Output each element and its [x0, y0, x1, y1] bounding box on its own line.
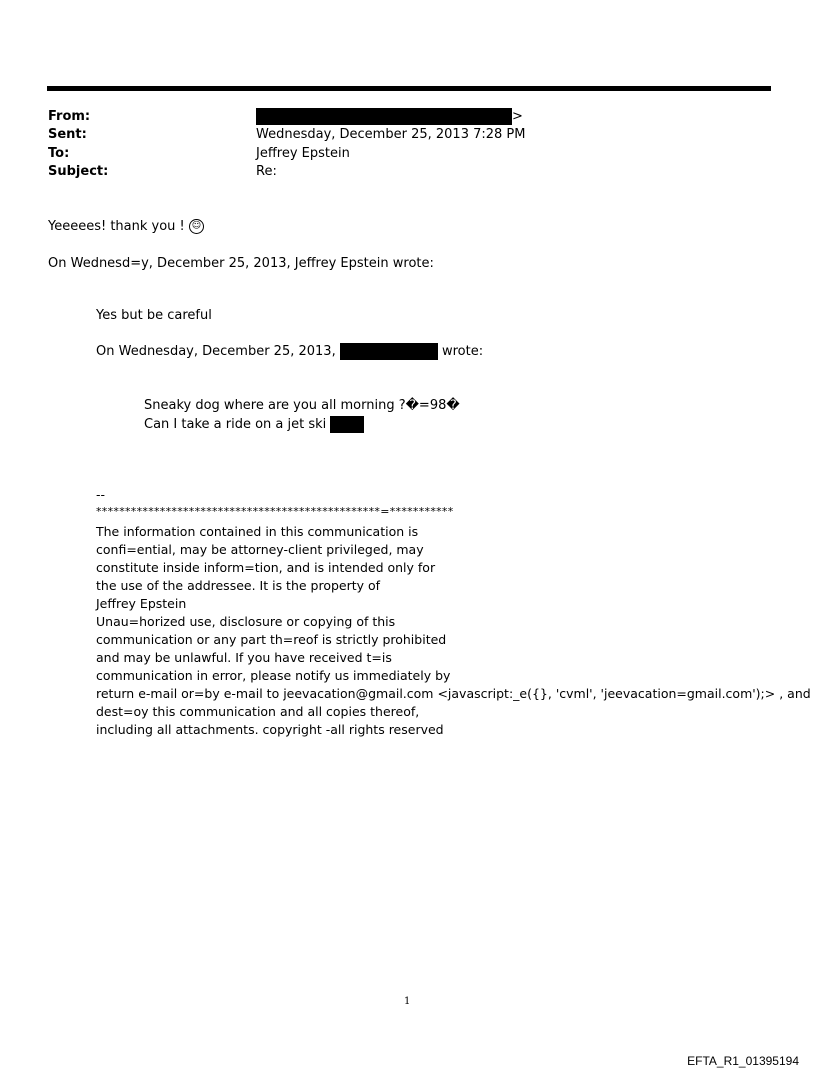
- sent-label: Sent:: [48, 127, 87, 142]
- disclaimer-line: the use of the addressee. It is the property of: [96, 578, 381, 593]
- document-id: EFTA_R1_01395194: [687, 1054, 799, 1068]
- subject-label: Subject:: [48, 164, 109, 179]
- disclaimer-line: confi=ential, may be attorney-client privileged, may: [96, 542, 424, 557]
- disclaimer-line: constitute inside inform=tion, and is intended only for: [96, 560, 436, 575]
- redaction-box: [340, 343, 438, 360]
- disclaimer-line: return e-mail or=by e-mail to jeevacation@gmail.com <javascript:_e({}, 'cvml', 'jeevacation=gmail.com');> , and: [96, 686, 811, 701]
- subject-value: Re:: [256, 164, 277, 179]
- page-number: 1: [404, 996, 411, 1007]
- quote-intro-2-suffix: wrote:: [441, 344, 484, 359]
- sent-value: Wednesday, December 25, 2013 7:28 PM: [256, 127, 526, 142]
- quoted-line-2-row: [144, 416, 364, 433]
- quoted-line-2: Can I take a ride on a jet ski: [144, 417, 327, 432]
- header-rule: [47, 86, 771, 91]
- quote-intro-2-prefix: On Wednesday, December 25, 2013,: [96, 344, 336, 359]
- reply-line: [48, 219, 204, 234]
- disclaimer-line: dest=oy this communication and all copies thereof,: [96, 704, 420, 719]
- to-label: To:: [48, 146, 70, 161]
- disclaimer-line: communication or any part th=reof is strictly prohibited: [96, 632, 447, 647]
- signature-dashes: --: [96, 487, 106, 502]
- disclaimer-line: communication in error, please notify us immediately by: [96, 668, 451, 683]
- disclaimer-line: Jeffrey Epstein: [96, 596, 187, 611]
- from-suffix: >: [512, 109, 523, 124]
- disclaimer-line: including all attachments. copyright -all rights reserved: [96, 722, 444, 737]
- to-value: Jeffrey Epstein: [256, 146, 350, 161]
- disclaimer-line: and may be unlawful. If you have received t=is: [96, 650, 392, 665]
- redaction-box: [256, 108, 512, 125]
- disclaimer-line: The information contained in this communication is: [96, 524, 419, 539]
- from-value: [256, 108, 523, 125]
- reply-2: Yes but be careful: [96, 308, 212, 323]
- smiley-icon: ☺: [189, 219, 204, 234]
- quote-intro-1: On Wednesd=y, December 25, 2013, Jeffrey Epstein wrote:: [48, 256, 434, 271]
- quoted-line-1: Sneaky dog where are you all morning ?�=98�: [144, 398, 460, 413]
- redaction-box: [330, 416, 364, 433]
- from-label: From:: [48, 109, 91, 124]
- signature-stars: *************************************************=***********: [96, 505, 454, 518]
- quote-intro-2: [96, 343, 483, 360]
- disclaimer-line: Unau=horized use, disclosure or copying of this: [96, 614, 396, 629]
- reply-text: Yeeeees! thank you !: [48, 219, 185, 234]
